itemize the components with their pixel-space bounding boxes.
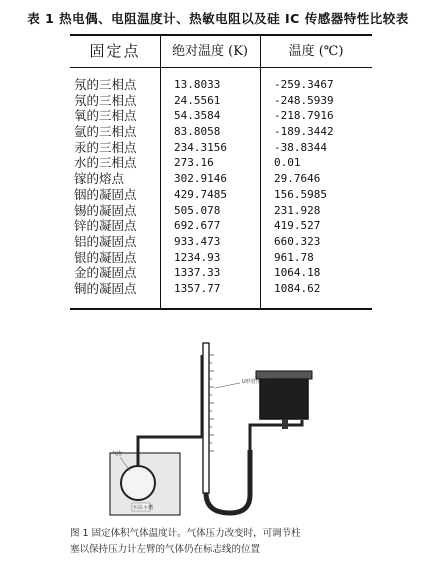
cell-kelvin: 83.8058 xyxy=(174,125,221,139)
cell-fixed-point: 锡的凝固点 xyxy=(74,202,137,218)
table-row xyxy=(70,218,372,234)
table-title: 表 1 热电偶、电阻温度计、热敏电阻以及硅 IC 传感器特性比较表 xyxy=(27,11,409,26)
cell-celsius: -189.3442 xyxy=(274,125,334,139)
figure-caption xyxy=(70,526,390,558)
cell-fixed-point: 汞的三相点 xyxy=(74,139,137,155)
cell-kelvin: 302.9146 xyxy=(174,172,227,186)
cell-fixed-point: 氖的三相点 xyxy=(74,77,137,92)
cell-fixed-point: 氧的三相点 xyxy=(74,108,137,124)
cell-celsius: 1084.62 xyxy=(274,281,321,295)
table-row xyxy=(70,93,372,109)
table-row xyxy=(70,171,372,187)
cell-celsius: -259.3467 xyxy=(274,78,334,91)
cell-fixed-point: 金的凝固点 xyxy=(74,265,137,281)
cell-kelvin: 24.5561 xyxy=(174,93,221,107)
gas-bulb xyxy=(121,466,155,500)
cell-celsius: 660.323 xyxy=(274,234,321,248)
cell-fixed-point: 镓的熔点 xyxy=(74,171,125,187)
cell-celsius: -38.8344 xyxy=(274,140,327,154)
caption-line-2: 塞以保持压力计左臂的气体仍在标志线的位置 xyxy=(70,544,261,555)
bath-label: 恒温水槽 xyxy=(133,505,154,511)
cell-kelvin: 54.3584 xyxy=(174,109,221,123)
manometer-left-arm xyxy=(203,343,209,493)
cell-celsius: 0.01 xyxy=(274,156,301,170)
cell-fixed-point: 铟的凝固点 xyxy=(74,186,137,202)
table-row xyxy=(70,155,372,171)
gas-thermometer-figure xyxy=(90,325,340,530)
reservoir-stem xyxy=(282,419,288,429)
table-row xyxy=(70,281,372,297)
header-fixed-point: 固定点 xyxy=(89,42,141,60)
u-bend xyxy=(206,450,250,513)
table-row xyxy=(70,265,372,281)
table-row xyxy=(70,203,372,219)
header-celsius-temperature: 温度 (℃) xyxy=(288,44,344,59)
header-divider xyxy=(70,67,372,68)
cell-celsius: 231.928 xyxy=(274,203,321,217)
cell-celsius: -218.7916 xyxy=(274,109,334,123)
cell-fixed-point: 银的凝固点 xyxy=(74,249,137,265)
cell-kelvin: 933.473 xyxy=(174,234,221,248)
cell-fixed-point: 铝的凝固点 xyxy=(74,233,137,249)
cell-kelvin: 505.078 xyxy=(174,203,221,217)
cell-kelvin: 1234.93 xyxy=(174,250,221,264)
reservoir-cap xyxy=(256,371,312,379)
cell-celsius: 961.78 xyxy=(274,250,314,264)
manometer-label: U形管压力计 xyxy=(242,379,271,385)
manometer-scale xyxy=(209,355,214,451)
cell-celsius: 29.7646 xyxy=(274,172,321,186)
comparison-table xyxy=(70,34,372,310)
cell-celsius: 1064.18 xyxy=(274,266,321,280)
cell-celsius: 419.527 xyxy=(274,219,321,233)
cell-celsius: -248.5939 xyxy=(274,93,334,107)
table-body xyxy=(70,77,372,297)
bulb-label: 气泡 xyxy=(112,451,123,457)
cell-kelvin: 1357.77 xyxy=(174,281,221,295)
cell-kelvin: 429.7485 xyxy=(174,187,227,201)
table-row xyxy=(70,187,372,203)
table-row xyxy=(70,77,372,93)
gas-thermometer-illustration xyxy=(90,325,340,530)
cell-fixed-point: 氖的三相点 xyxy=(74,92,137,108)
cell-kelvin: 692.677 xyxy=(174,219,221,233)
cell-fixed-point: 锌的凝固点 xyxy=(74,218,137,234)
cell-fixed-point: 氩的三相点 xyxy=(74,124,137,140)
table-row xyxy=(70,250,372,266)
table-row xyxy=(70,234,372,250)
cell-celsius: 156.5985 xyxy=(274,187,327,201)
cell-kelvin: 273.16 xyxy=(174,156,214,170)
cell-fixed-point: 铜的凝固点 xyxy=(74,280,137,296)
cell-kelvin: 13.8033 xyxy=(174,78,221,91)
header-absolute-temperature: 绝对温度 (K) xyxy=(172,44,248,59)
manometer-right-tube xyxy=(250,420,302,450)
table-row xyxy=(70,108,372,124)
cell-kelvin: 1337.33 xyxy=(174,266,221,280)
table-row xyxy=(70,140,372,156)
caption-line-1: 图 1 固定体积气体温度计。气体压力改变时，可调节柱 xyxy=(70,528,301,539)
table-row xyxy=(70,124,372,140)
cell-fixed-point: 水的三相点 xyxy=(74,155,137,171)
capillary-tube xyxy=(138,355,202,466)
cell-kelvin: 234.3156 xyxy=(174,140,227,154)
